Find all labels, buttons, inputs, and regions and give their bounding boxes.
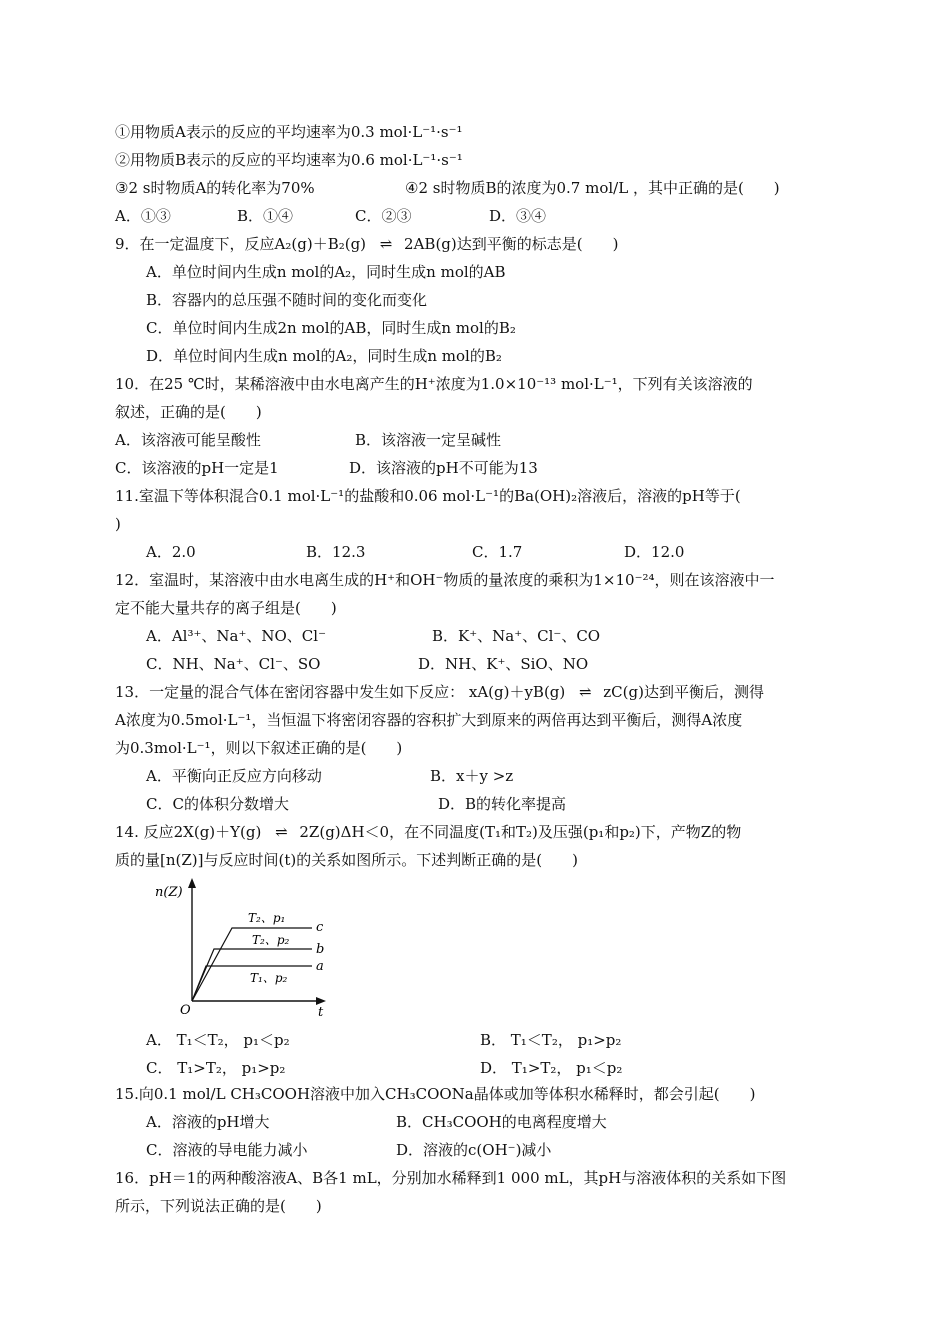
curve-b-label: b	[316, 942, 325, 957]
q9-option-a: A．单位时间内生成n mol的A₂，同时生成n mol的AB	[146, 263, 506, 281]
graph-ylabel: n(Z)	[155, 885, 183, 900]
q14-stem-line-1	[115, 822, 835, 842]
q12-option-c: C．NH、Na⁺、Cl⁻、SO	[146, 655, 321, 673]
q15-stem: 15.向0.1 mol/L CH₃COOH溶液中加入CH₃COONa晶体或加等体积水稀释时，都会引起( )	[115, 1085, 756, 1103]
q14-stem-1a: 14. 反应2X(g)＋Y(g)	[115, 823, 262, 841]
curve-c-condition: T₂、p₁	[248, 911, 286, 925]
curve-b-condition: T₂、p₂	[252, 933, 290, 947]
q11-option-b: B．12.3	[306, 543, 366, 561]
q13-option-c: C．C的体积分数增大	[146, 795, 289, 813]
q13-stem-line-3: 为0.3mol·L⁻¹，则以下叙述正确的是( )	[115, 739, 403, 757]
q15-option-b: B．CH₃COOH的电离程度增大	[396, 1113, 607, 1131]
q11-option-d: D．12.0	[624, 543, 685, 561]
q14-option-c: C． T₁>T₂， p₁>p₂	[146, 1059, 286, 1077]
q8-option-d: D．③④	[489, 207, 547, 225]
q10-option-b: B．该溶液一定呈碱性	[355, 431, 502, 449]
q10-option-c: C．该溶液的pH一定是1	[115, 459, 279, 477]
q16-stem-line-2: 所示，下列说法正确的是( )	[115, 1197, 322, 1215]
q11-stem-line-2: )	[115, 515, 121, 533]
q14-option-a: A． T₁＜T₂， p₁＜p₂	[146, 1031, 290, 1049]
q12-stem-line-2: 定不能大量共存的离子组是( )	[115, 599, 337, 617]
q10-stem-line-2: 叙述，正确的是( )	[115, 403, 262, 421]
q13-stem-line-1	[115, 682, 835, 702]
q10-stem-line-1: 10．在25 ℃时，某稀溶液中由水电离产生的H⁺浓度为1.0×10⁻¹³ mol·L⁻¹，下列有关该溶液的	[115, 375, 753, 393]
q10-option-a: A．该溶液可能呈酸性	[115, 431, 261, 449]
q15-option-c: C．溶液的导电能力减小	[146, 1141, 308, 1159]
graph-origin: O	[180, 1003, 191, 1018]
q12-option-b: B．K⁺、Na⁺、Cl⁻、CO	[432, 627, 601, 645]
curve-a-label: a	[316, 959, 324, 974]
q14-option-b: B． T₁＜T₂， p₁>p₂	[480, 1031, 622, 1049]
q14-stem-line-2: 质的量[n(Z)]与反应时间(t)的关系如图所示。下述判断正确的是( )	[115, 851, 578, 869]
q12-option-d: D．NH、K⁺、SiO、NO	[418, 655, 589, 673]
equilibrium-arrow-icon: ⇌	[379, 235, 391, 253]
q15-option-a: A．溶液的pH增大	[146, 1113, 270, 1131]
q14-stem-1b: 2Z(g)ΔH＜0，在不同温度(T₁和T₂)及压强(p₁和p₂)下，产物Z的物	[299, 823, 742, 841]
q8-statement-3: ③2 s时物质A的转化率为70%	[115, 179, 315, 197]
q13-stem-1b: zC(g)达到平衡后，测得	[603, 683, 764, 701]
q9-stem-a: 9．在一定温度下，反应A₂(g)＋B₂(g)	[115, 235, 367, 253]
q14-graph	[150, 876, 340, 1021]
q8-statement-4: ④2 s时物质B的浓度为0.7 mol/L ，其中正确的是( )	[405, 179, 780, 197]
q16-stem-line-1: 16．pH＝1的两种酸溶液A、B各1 mL，分别加水稀释到1 000 mL，其pH与溶液体积的关系如下图	[115, 1169, 787, 1187]
curve-c-label: c	[316, 920, 324, 935]
q9-option-d: D．单位时间内生成n mol的A₂，同时生成n mol的B₂	[146, 347, 502, 365]
equilibrium-arrow-icon: ⇌	[275, 823, 286, 841]
q13-option-d: D．B的转化率提高	[438, 795, 567, 813]
y-axis-arrow-icon	[188, 878, 196, 888]
x-axis-arrow-icon	[316, 997, 326, 1005]
q13-stem-line-2: A浓度为0.5mol·L⁻¹，当恒温下将密闭容器的容积扩大到原来的两倍再达到平衡后，测得A浓度	[115, 711, 743, 729]
q10-option-d: D．该溶液的pH不可能为13	[349, 459, 538, 477]
q9-stem	[115, 234, 835, 254]
q8-option-a: A．①③	[115, 207, 171, 225]
q12-stem-line-1: 12．室温时，某溶液中由水电离生成的H⁺和OH⁻物质的量浓度的乘积为1×10⁻²⁴，则在该溶液中一	[115, 571, 775, 589]
q13-option-b: B．x＋y >z	[430, 767, 514, 785]
q8-statement-1: ①用物质A表示的反应的平均速率为0.3 mol·L⁻¹·s⁻¹	[115, 123, 463, 141]
curve-a-condition: T₁、p₂	[250, 971, 288, 985]
q15-option-d: D．溶液的c(OH⁻)减小	[396, 1141, 552, 1159]
q8-statement-2: ②用物质B表示的反应的平均速率为0.6 mol·L⁻¹·s⁻¹	[115, 151, 463, 169]
q11-stem-line-1: 11.室温下等体积混合0.1 mol·L⁻¹的盐酸和0.06 mol·L⁻¹的Ba(OH)₂溶液后，溶液的pH等于(	[115, 487, 741, 505]
q11-option-c: C．1.7	[472, 543, 523, 561]
q8-option-c: C．②③	[355, 207, 412, 225]
q9-option-c: C．单位时间内生成2n mol的AB，同时生成n mol的B₂	[146, 319, 516, 337]
q11-option-a: A．2.0	[146, 543, 196, 561]
q13-stem-1a: 13．一定量的混合气体在密闭容器中发生如下反应： xA(g)＋yB(g)	[115, 683, 566, 701]
q9-option-b: B．容器内的总压强不随时间的变化而变化	[146, 291, 428, 309]
q13-option-a: A．平衡向正反应方向移动	[146, 767, 322, 785]
q12-option-a: A．Al³⁺、Na⁺、NO、Cl⁻	[146, 627, 326, 645]
q9-stem-b: 2AB(g)达到平衡的标志是( )	[404, 235, 619, 253]
q14-option-d: D． T₁>T₂， p₁＜p₂	[480, 1059, 623, 1077]
equilibrium-arrow-icon: ⇌	[578, 683, 590, 701]
q8-option-b: B．①④	[237, 207, 294, 225]
graph-xlabel: t	[318, 1005, 324, 1020]
